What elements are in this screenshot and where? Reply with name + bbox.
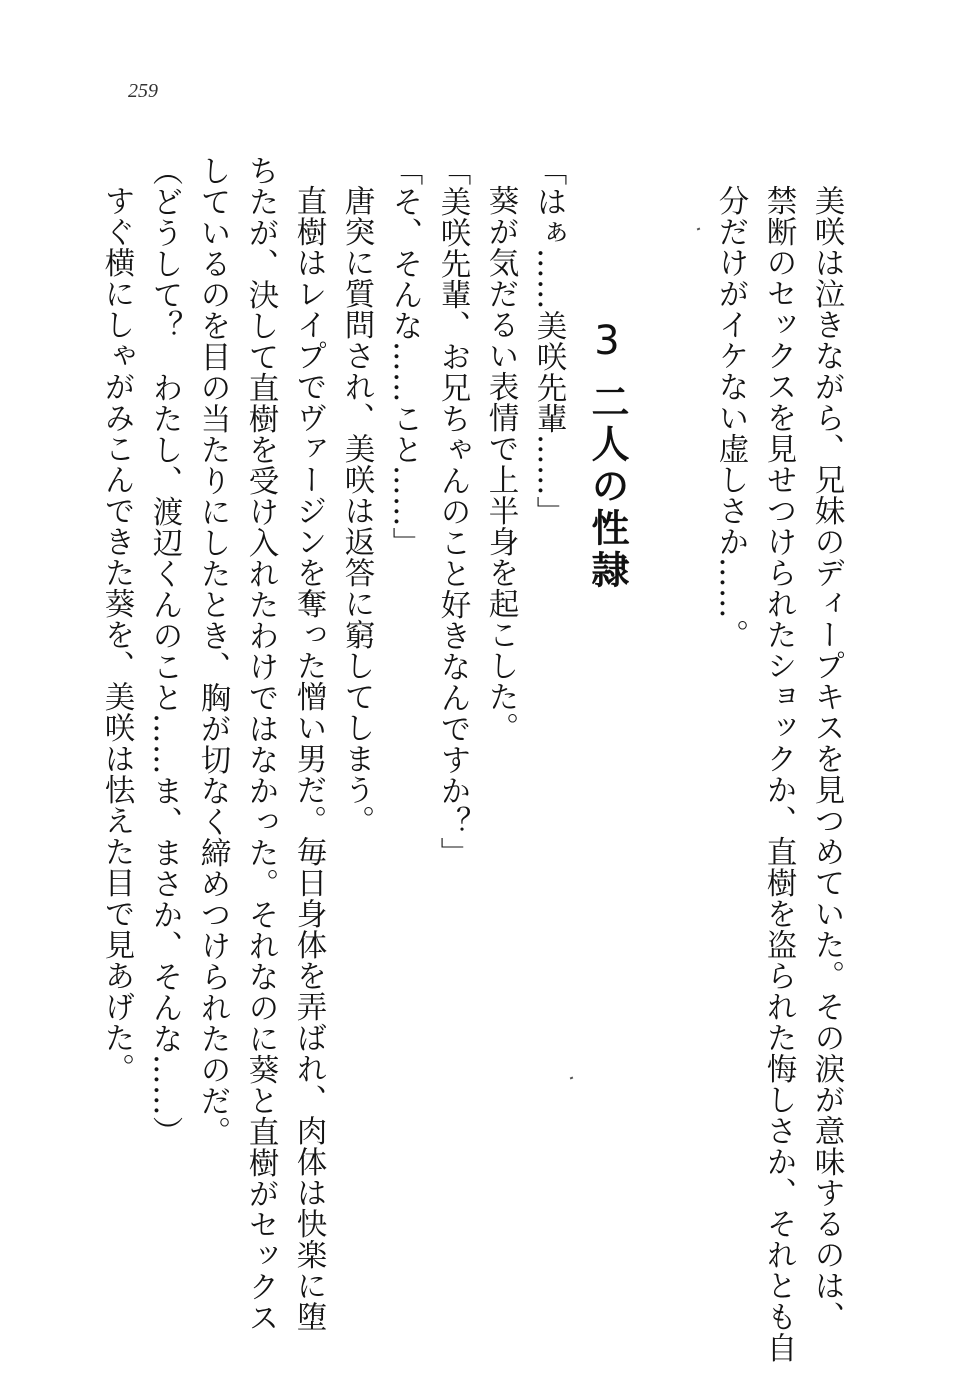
text-line-1: 美咲は泣きながら、兄妹のディープキスを見つめていた。その涙が意味するのは、 [809, 185, 844, 1332]
chapter-number: 3 [584, 318, 630, 368]
text-line-6: 「美咲先輩、お兄ちゃんのこと好きなんですか？」 [435, 155, 470, 868]
text-line-12: （どうして？ わたし、渡辺くんのこと……ま、まさか、そんな……） [147, 155, 182, 1147]
page-number: 259 [128, 80, 158, 102]
text-line-13: すぐ横にしゃがみこんできた葵を、美咲は怯えた目で見あげた。 [99, 185, 134, 1084]
scan-speck [697, 228, 701, 231]
text-line-4: 「はぁ……美咲先輩……」 [531, 155, 566, 527]
scan-speck [570, 1077, 574, 1080]
text-line-10: ちたが、決して直樹を受け入れたわけではなかった。それなのに葵と直樹がセックス [243, 155, 278, 1333]
text-line-11: しているのを目の当たりにしたとき、胸が切なく締めつけられたのだ。 [195, 155, 230, 1147]
text-line-9: 直樹はレイプでヴァージンを奪った憎い男だ。毎日身体を弄ばれ、肉体は快楽に堕 [291, 185, 326, 1332]
chapter-heading [575, 318, 635, 592]
text-line-2: 禁断のセックスを見せつけられたショックか、直樹を盗られた悔しさか、それとも自 [761, 185, 796, 1363]
text-line-7: 「そ、そんな……こと……」 [387, 155, 422, 558]
text-line-5: 葵が気だるい表情で上半身を起こした。 [483, 185, 518, 743]
text-line-3: 分だけがイケない虚しさか……。 [713, 185, 748, 650]
text-line-8: 唐突に質問され、美咲は返答に窮してしまう。 [339, 185, 374, 836]
chapter-title: 二人の性隷 [585, 382, 629, 592]
